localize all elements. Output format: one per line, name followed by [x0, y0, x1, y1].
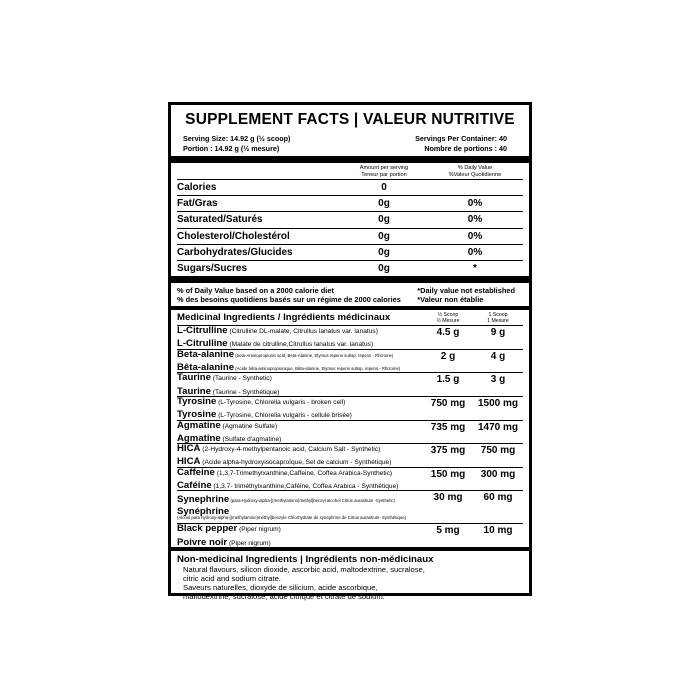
- ingredient-desc-en: (Agmatine Sulfate): [220, 422, 278, 430]
- ingredient-name-en: Tyrosine: [177, 396, 217, 407]
- dv-not-established-fr: *Valeur non établie: [417, 295, 484, 305]
- ingredient-desc-fr: (1,3,7- triméthylxanthine,Caféine, Coffea Arabica - Synthétique): [211, 482, 399, 490]
- medicinal-title: Medicinal Ingredients / Ingrédients médicinaux: [177, 312, 391, 324]
- ingredient-desc-fr: (Alcool para hydroxy-alpha-[(méthylamino)méthyl]benzyle Chlorhydrate de synéphrine de Citrus aurantium- Synthétique): [177, 515, 407, 521]
- nonmedicinal-en-line: citric acid and sodium citrate.: [183, 574, 281, 584]
- ingredient-half-amount: 375 mg: [430, 445, 466, 457]
- ingredient-row: [177, 443, 523, 467]
- nutrient-amount: 0: [381, 182, 387, 194]
- nutrition-header: [177, 163, 523, 179]
- nutrient-dv: 0%: [467, 214, 483, 226]
- ingredient-row: [177, 490, 523, 523]
- full-scoop-fr: 1 Mesure: [487, 317, 509, 324]
- ingredient-half-amount: 2 g: [440, 350, 456, 362]
- nutrient-row: [177, 244, 523, 260]
- half-scoop-en: ½ Scoop: [437, 311, 459, 318]
- ingredient-name-fr: Synéphrine: [177, 505, 230, 517]
- ingredient-name-en: L-Citrulline: [177, 325, 228, 337]
- nonmedicinal-fr-line: Saveurs naturelles, dioxyde de silicium, acide ascorbique,: [183, 583, 378, 593]
- ingredient-half-amount: 750 mg: [430, 397, 466, 409]
- nutrient-name: Sugars/Sucres: [177, 263, 248, 275]
- serving-size-en: Serving Size: 14.92 g (½ scoop): [183, 134, 291, 143]
- ingredient-name-fr: Bêta-alanine: [177, 362, 235, 374]
- nutrient-amount: 0g: [378, 263, 390, 275]
- nutrient-dv: *: [473, 263, 477, 275]
- ingredient-desc-en: (para-Hydroxy-alpha-[(methylamino)methyl]benzyl alcohol Citrus aurantium -Synthetic): [229, 498, 395, 504]
- full-scoop-en: 1 Scoop: [488, 311, 508, 318]
- nutrient-row: [177, 228, 523, 244]
- ingredient-half-amount: 735 mg: [430, 421, 466, 433]
- ingredient-name-fr: Caféine: [177, 479, 212, 491]
- ingredient-full-amount: 60 mg: [483, 492, 513, 504]
- nutrient-name: Calories: [177, 182, 217, 194]
- nutrient-amount: 0g: [378, 230, 390, 242]
- ingredient-name-fr: Taurine: [177, 385, 211, 397]
- ingredient-name-en: HICA: [177, 443, 201, 455]
- ingredient-row: [177, 467, 523, 491]
- ingredient-name-en: Beta-alanine: [177, 348, 235, 360]
- ingredient-desc-en: (beta-Aminopropionic acid, Beta-Alanine, Elymus repens subsp. repens - Rhizome): [234, 352, 394, 358]
- nutrient-amount: 0g: [378, 246, 390, 258]
- ingredient-name-fr: Agmatine: [177, 432, 221, 444]
- nonmedicinal-section: [177, 551, 523, 602]
- ingredient-desc-en: (Citrulline DL-malate, Citrullus lanatus var. lanatus): [227, 328, 378, 336]
- ingredient-desc-fr: (Acide alpha-hydroxyisocaproïque, Sel de calcium - Synthétique): [200, 459, 392, 467]
- dv-note-en: % of Daily Value based on a 2000 calorie diet: [177, 286, 334, 296]
- nutrient-dv: 0%: [467, 198, 483, 210]
- servings-per-container-en: Servings Per Container: 40: [415, 134, 507, 143]
- ingredient-name-fr: Tyrosine: [177, 409, 217, 421]
- supplement-facts-label: [168, 102, 532, 602]
- ingredient-full-amount: 300 mg: [480, 468, 516, 480]
- ingredient-full-amount: 1470 mg: [477, 421, 519, 433]
- ingredient-desc-fr: (L-Tyrosine, Chlorella vulgaris - cellule brisée): [216, 412, 352, 420]
- ingredient-desc-fr: (Acide bêta-aminopropionique, Bêta-alanine, Elymus repens subsp. repens - Rhizome): [234, 366, 401, 372]
- nutrient-dv: 0%: [467, 246, 483, 258]
- serving-info: [183, 134, 507, 153]
- ingredient-row: [177, 349, 523, 373]
- ingredient-desc-fr: (Taurine - Synthétique): [210, 388, 280, 396]
- daily-value-note: [177, 283, 523, 306]
- dv-header-en: % Daily Value: [457, 165, 493, 171]
- nutrient-row: [177, 179, 523, 195]
- nutrient-row: [177, 260, 523, 276]
- ingredient-half-amount: 150 mg: [430, 468, 466, 480]
- amount-header-en: Amount per serving: [359, 165, 409, 171]
- ingredient-name-en: Synephrine: [177, 494, 230, 506]
- ingredient-full-amount: 10 mg: [483, 525, 513, 537]
- ingredient-desc-en: (2-Hydroxy-4-methylpentanoic acid, Calcium Salt - Synthetic): [200, 446, 381, 454]
- nutrient-row: [177, 211, 523, 227]
- nutrient-amount: 0g: [378, 198, 390, 210]
- serving-size-fr: Portion : 14.92 g (½ mesure): [183, 143, 280, 153]
- ingredient-row: [177, 523, 523, 547]
- half-scoop-fr: ½ Mesure: [436, 317, 460, 324]
- ingredient-half-amount: 5 mg: [436, 525, 460, 537]
- nonmedicinal-en-line: Natural flavours, silicon dioxide, ascorbic acid, maltodextrine, sucralose,: [183, 564, 425, 574]
- nutrient-name: Fat/Gras: [177, 198, 218, 210]
- medicinal-header: [177, 310, 523, 325]
- dv-note-fr: % des besoins quotidiens basés sur un régime de 2000 calories: [177, 295, 401, 305]
- ingredient-full-amount: 750 mg: [480, 445, 516, 457]
- ingredient-name-en: Agmatine: [177, 419, 221, 431]
- ingredient-name-fr: L-Citrulline: [177, 338, 228, 350]
- ingredient-half-amount: 1.5 g: [436, 374, 460, 386]
- ingredient-desc-fr: (Piper nigrum): [227, 539, 271, 547]
- ingredient-desc-en: (Piper nigrum): [237, 526, 281, 534]
- nutrient-name: Cholesterol/Cholestérol: [177, 230, 290, 242]
- ingredient-desc-en: (1,3,7-Trimethylxanthine,Caffeine, Coffea Arabica-Synthetic): [214, 469, 393, 477]
- ingredient-row: [177, 396, 523, 420]
- label-title: SUPPLEMENT FACTS | VALEUR NUTRITIVE: [185, 111, 515, 128]
- ingredient-desc-en: (L-Tyrosine, Chlorella vulgaris - broken cell): [216, 399, 346, 406]
- ingredient-desc-en: (Taurine - Synthetic): [210, 375, 272, 383]
- ingredient-full-amount: 1500 mg: [477, 397, 519, 409]
- amount-header-fr: Teneur par portion: [361, 171, 407, 178]
- nutrient-amount: 0g: [378, 214, 390, 226]
- ingredient-name-en: Black pepper: [177, 523, 238, 535]
- nonmedicinal-title: Non-medicinal Ingredients | Ingrédients non-médicinaux: [177, 553, 434, 565]
- ingredient-row: [177, 325, 523, 349]
- nutrient-name: Carbohydrates/Glucides: [177, 246, 293, 258]
- ingredient-full-amount: 9 g: [490, 327, 506, 339]
- ingredient-name-fr: Poivre noir: [177, 536, 228, 548]
- divider: [171, 156, 529, 163]
- ingredient-half-amount: 30 mg: [433, 492, 463, 504]
- nutrient-dv: 0%: [467, 230, 483, 242]
- servings-per-container-fr: Nombre de portions : 40: [424, 143, 507, 153]
- ingredient-desc-fr: (Malate de citrulline,Citrullus lanatus var. lanatus): [227, 341, 374, 349]
- ingredient-half-amount: 4.5 g: [436, 327, 460, 339]
- ingredient-full-amount: 4 g: [490, 350, 506, 362]
- ingredient-row: [177, 372, 523, 396]
- ingredient-full-amount: 3 g: [490, 374, 506, 386]
- nutrient-row: [177, 195, 523, 211]
- ingredient-name-en: Taurine: [177, 372, 211, 384]
- ingredient-name-fr: HICA: [177, 456, 201, 468]
- ingredient-row: [177, 420, 523, 444]
- nutrient-name: Saturated/Saturés: [177, 214, 263, 226]
- dv-not-established-en: *Daily value not established: [417, 286, 515, 296]
- ingredient-name-en: Caffeine: [177, 466, 215, 478]
- ingredient-desc-fr: (Sulfate d'agmatine): [220, 435, 282, 443]
- dv-header-fr: %Valeur Quotidienne: [448, 171, 502, 178]
- nonmedicinal-fr-line: maltodextrine, sucralose, acide citrique et citrate de sodium.: [183, 592, 385, 602]
- divider: [171, 276, 529, 283]
